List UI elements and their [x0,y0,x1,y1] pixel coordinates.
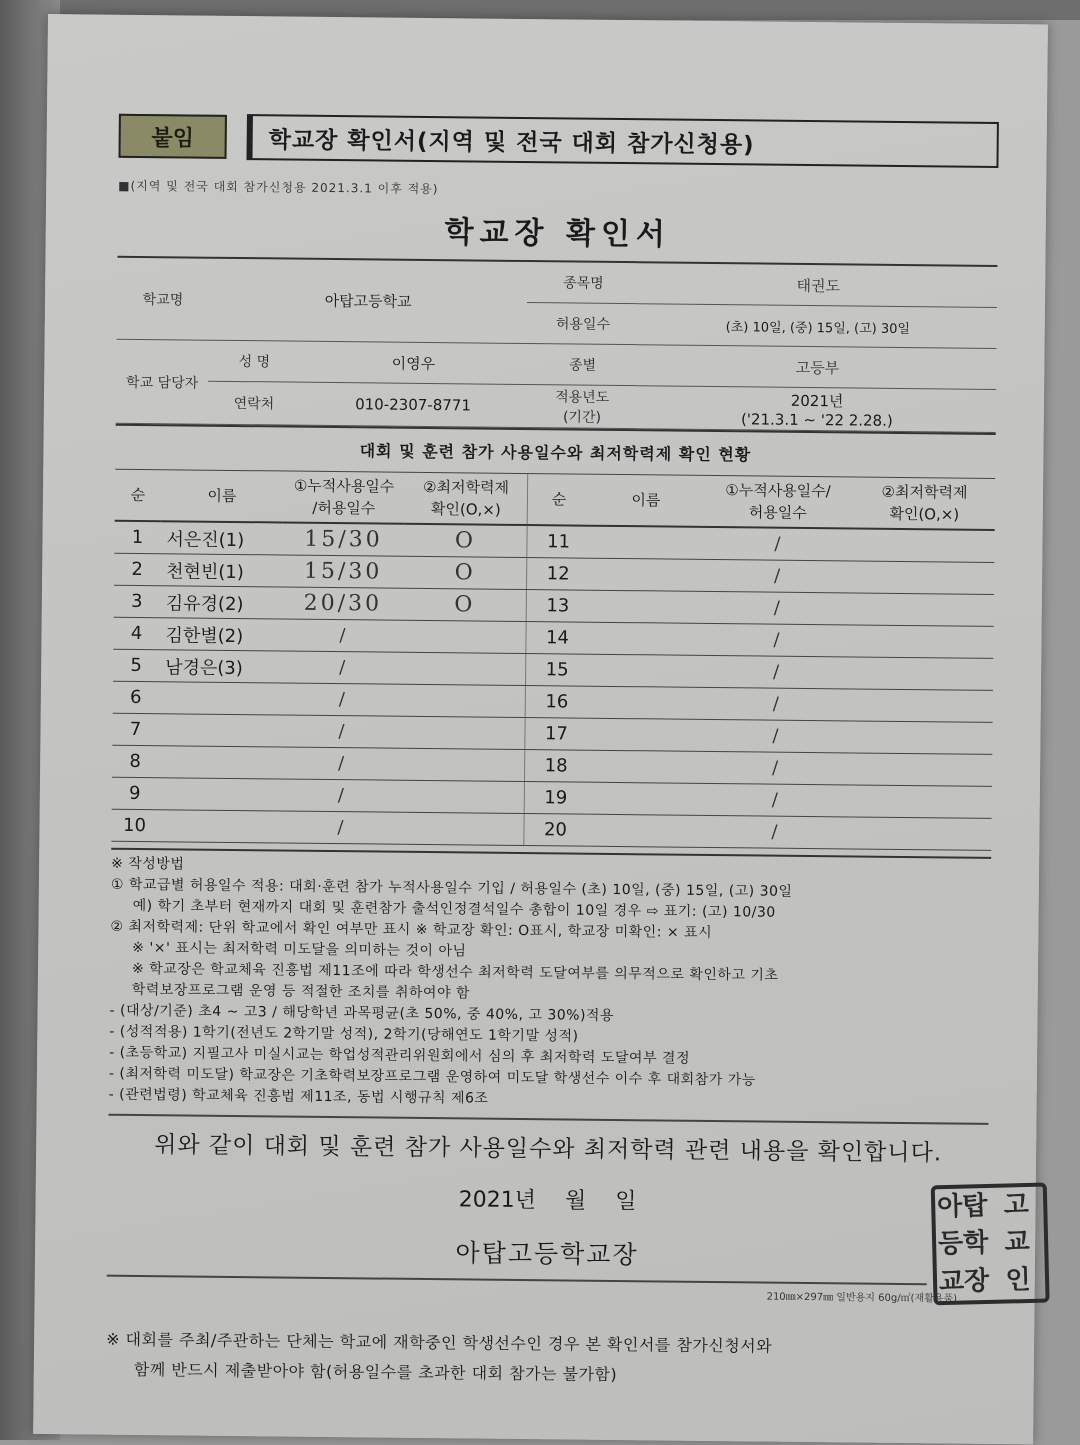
athlete-name: 김유경(2) [160,586,282,619]
summary-title: 대회 및 훈련 참가 사용일수와 최저학력제 확인 현황 [115,424,995,479]
row-number-left: 9 [112,777,158,809]
sport-label: 종목명 [527,261,639,304]
col-min-left-b: 확인(O,×) [430,500,501,519]
row-number-right: 15 [525,654,588,687]
header-title: 학교장 확인서(지역 및 전국 대회 참가신청용) [246,114,998,168]
col-no-left: 순 [115,470,162,521]
detail-laws: - (관련법령) 학교체육 진흥법 제11조, 동법 시행규칙 제6조 [108,1086,489,1107]
division-value: 고등부 [638,345,996,390]
confirmation-statement: 위와 같이 대회 및 훈련 참가 사용일수와 최저학력 관련 내용을 확인합니다. [108,1114,988,1168]
col-name-left: 이름 [161,470,284,522]
seal-char: 고 [1003,1189,1030,1221]
detail-elementary: - (초등학교) 지필고사 미실시교는 학업성적관리위원회에서 심의 후 최저학력 도달여부 결정 [109,1044,691,1067]
min-academic-check [402,780,525,813]
min-academic-check-right [852,689,993,722]
athlete-name [158,746,280,779]
min-academic-check-right [851,721,992,754]
school-label: 학교명 [117,257,210,340]
school-info-table [116,256,998,433]
row-number-left: 3 [114,585,160,617]
col-cum-left-a: ①누적사용일수 [293,476,395,496]
min-academic-check-right [852,625,993,658]
min-academic-check [402,716,525,749]
writing-instructions [109,848,992,1115]
col-cum-left [283,471,406,523]
row-number-right: 16 [525,686,588,719]
row-number-left: 5 [113,649,159,681]
col-no-right: 순 [527,474,590,526]
cumulative-days: 15/30 [282,522,404,556]
athlete-name: 서은진(1) [160,521,282,555]
document-content [106,113,1031,1385]
document-page [33,14,1048,1444]
instruction-1-example: 예) 학기 초부터 현재까지 대회 및 훈련참가 출석인정결석일수 총합이 10일 경우 ⇨ 표기: (고) 10/30 [132,897,776,921]
row-number-right: 13 [526,590,589,623]
instruction-3-cont: 학력보장프로그램 운영 등 적절한 조치를 취하여야 함 [131,981,471,1002]
cumulative-days: / [281,619,403,652]
athlete-name [159,682,281,715]
attachment-tag: 붙임 [118,114,226,159]
document-header [118,113,998,168]
allowed-days-value: (초) 10일, (중) 15일, (고) 30일 [639,304,997,349]
cumulative-days: / [281,651,403,684]
row-number-left: 1 [114,521,160,554]
roster-body [111,521,994,851]
submission-note-line-1: ※ 대회를 주최/주관하는 단체는 학교에 재학중인 학생선수인 경우 본 확인서를 참가신청서와 [106,1329,773,1356]
instruction-3: ※ 학교장은 학교체육 진흥법 제11조에 따라 학생선수 최저학력 도달여부를 의무적으로 확인하고 기초 [131,960,779,984]
athlete-name: 천현빈(1) [160,554,282,587]
period-label: (기간) [562,409,602,426]
col-name-right: 이름 [590,475,703,527]
year-cell [638,386,996,433]
row-number-right: 12 [526,558,589,591]
row-number-right: 19 [524,782,587,815]
athlete-name: 남경은(3) [159,650,281,683]
athlete-name-right [589,558,701,591]
detail-below-minimum: - (최저학력 미도달) 학교장은 기초학력보장프로그램 운영하여 미도달 학생선수 이수 후 대회참가 가능 [108,1065,756,1089]
signature-date: 2021년 월 일 [458,1187,637,1215]
row-number-right: 14 [526,622,589,655]
row-number-right: 18 [524,750,587,783]
col-cum-left-b: /허용일수 [312,498,376,518]
row-number-right: 20 [524,814,587,847]
submission-note [106,1325,987,1394]
athlete-name-right [588,654,700,687]
col-min-right-b: 확인(O,×) [889,504,960,524]
cumulative-days: / [280,779,402,812]
staff-name: 이영우 [300,341,527,384]
row-number-right: 11 [527,525,590,558]
col-min-right-a: ②최저학력제 [881,482,968,502]
cumulative-days-right: / [700,623,852,657]
min-academic-check-right [850,817,991,850]
year-label: 적용년도 [555,389,610,406]
cumulative-days-right: / [699,783,851,817]
cumulative-days: / [280,715,402,748]
division-label: 종별 [526,344,638,386]
document-title: 학교장 확인서 [444,215,672,253]
cumulative-days: 20/30 [282,587,404,620]
athlete-name: 김한별(2) [159,618,281,651]
col-min-left [405,473,528,525]
row-number-left: 2 [114,553,160,585]
cumulative-days-right: / [701,591,853,625]
athlete-name-right [587,718,699,751]
min-academic-check: O [404,524,527,558]
min-academic-check-right [853,561,994,594]
cumulative-days-right: / [701,559,853,593]
detail-target: - (대상/기준) 초4 ~ 고3 / 해당학년 과목평균(초 50%, 중 40%, 고 30%)적용 [109,1002,615,1024]
bottom-rule [107,1275,927,1286]
min-academic-check-right [853,528,994,562]
athlete-name-right [588,622,700,655]
min-academic-check: O [404,556,527,589]
min-academic-check [403,620,526,653]
seal-char: 교 [1004,1227,1031,1258]
applicability-note: ■(지역 및 전국 대회 참가신청용 2021.3.1 이후 적용) [118,178,439,197]
col-min-left-a: ②최저학력제 [423,477,510,497]
cumulative-days: / [279,811,401,844]
year-value: 2021년 [790,391,844,410]
athlete-name-right [589,526,701,560]
contact-value: 010-2307-8771 [300,382,527,427]
cumulative-days-right: / [700,655,852,689]
cumulative-days: / [281,683,403,716]
row-number-left: 6 [113,681,159,713]
athlete-name [158,714,280,747]
athlete-name-right [588,686,700,719]
paper-spec: 210㎜×297㎜ 일반용지 60g/㎡(재활용품) [766,1291,958,1305]
cumulative-days-right: / [701,527,853,561]
contact-label: 연락처 [208,381,300,425]
detail-grades: - (성적적용) 1학기(전년도 2학기말 성적), 2학기(당해연도 1학기말 성적) [109,1023,579,1045]
instructions-title: ※ 작성방법 [111,855,185,873]
cumulative-days-right: / [700,687,852,721]
col-cum-right-a: ①누적사용일수/ [725,481,831,501]
sport-value: 태권도 [639,262,997,307]
seal-char: 등학 [937,1228,989,1260]
athlete-roster-table [111,470,995,851]
period-value: ('21.3.1 ~ '22 2.28.) [740,409,893,430]
cumulative-days: 15/30 [282,555,404,588]
seal-char: 아탑 [936,1190,988,1223]
min-academic-check-right [851,753,992,786]
cumulative-days-right: / [699,751,851,785]
year-label-cell [526,385,638,429]
athlete-name [157,810,279,843]
seal-char: 인 [1005,1264,1031,1296]
school-name: 아탑고등학교 [209,258,528,344]
row-number-left: 8 [112,745,158,777]
min-academic-check-right [853,593,994,626]
instruction-2: ② 최저학력제: 단위 학교에서 확인 여부만 표시 ※ 학교장 확인: O표시, 학교장 미확인: × 표시 [110,918,713,942]
min-academic-check [401,812,524,845]
row-number-left: 7 [112,713,158,745]
submission-note-line-2: 함께 반드시 제출받아야 함(허용일수를 초과한 대회 참가는 불가함) [133,1359,618,1385]
cumulative-days-right: / [698,815,850,849]
athlete-name-right [587,782,699,815]
min-academic-check-right [851,785,992,818]
row-number-left: 10 [111,809,157,841]
athlete-name-right [587,750,699,783]
min-academic-check-right [852,657,993,690]
instruction-1: ① 학교급별 허용일수 적용: 대회·훈련 참가 누적사용일수 기입 / 허용일수 (초) 10일, (중) 15일, (고) 30일 [110,876,793,900]
allowed-days-label: 허용일수 [527,303,639,345]
col-cum-right-b: 허용일수 [748,503,807,522]
min-academic-check: O [404,588,527,621]
cumulative-days: / [280,747,402,780]
official-seal-stamp [931,1183,1050,1306]
cumulative-days-right: / [699,719,851,753]
instruction-2-note: ※ '×' 표시는 최저학력 미도달을 의미하는 것이 아님 [132,939,467,960]
min-academic-check [402,748,525,781]
col-min-right [854,477,996,529]
min-academic-check [403,652,526,685]
row-number-right: 17 [525,718,588,751]
name-label: 성 명 [208,340,300,382]
col-cum-right [702,476,855,529]
principal-signature: 아탑고등학교장 [455,1238,639,1270]
athlete-name-right [589,590,701,623]
seal-char: 교장 [938,1265,990,1297]
athlete-name-right [586,814,698,847]
staff-label: 학교 담당자 [116,339,209,424]
row-number-left: 4 [113,617,159,649]
min-academic-check [403,684,526,717]
athlete-name [158,778,280,811]
